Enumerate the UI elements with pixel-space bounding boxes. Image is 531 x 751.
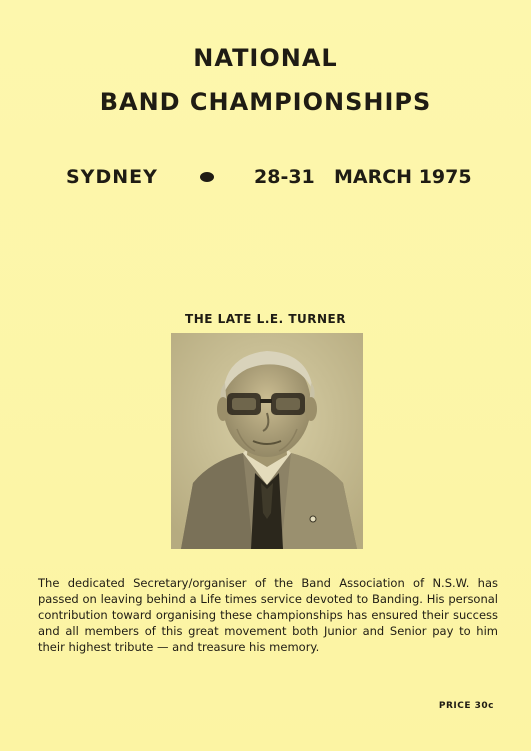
title-line-1: NATIONAL (193, 44, 338, 72)
price-label: PRICE 30c (438, 701, 494, 711)
bullet-separator (200, 172, 214, 182)
photo-caption: THE LATE L.E. TURNER (185, 312, 346, 326)
portrait-photo (171, 333, 363, 549)
tribute-text: The dedicated Secretary/organiser of the Band Association of N.S.W. has passed on leaving behind a Life times service devoted to Banding. His personal contribution toward organising these championships has ensured their success and all members of this great movement both Junior and Senior pay to him their highest tribute — and treasure his memory. (38, 576, 498, 654)
portrait-illustration (171, 333, 363, 549)
title-line-2: BAND CHAMPIONSHIPS (99, 88, 432, 116)
event-city: SYDNEY (66, 166, 158, 188)
event-dates: 28-31 (254, 166, 315, 188)
event-month-year: MARCH 1975 (334, 166, 472, 188)
